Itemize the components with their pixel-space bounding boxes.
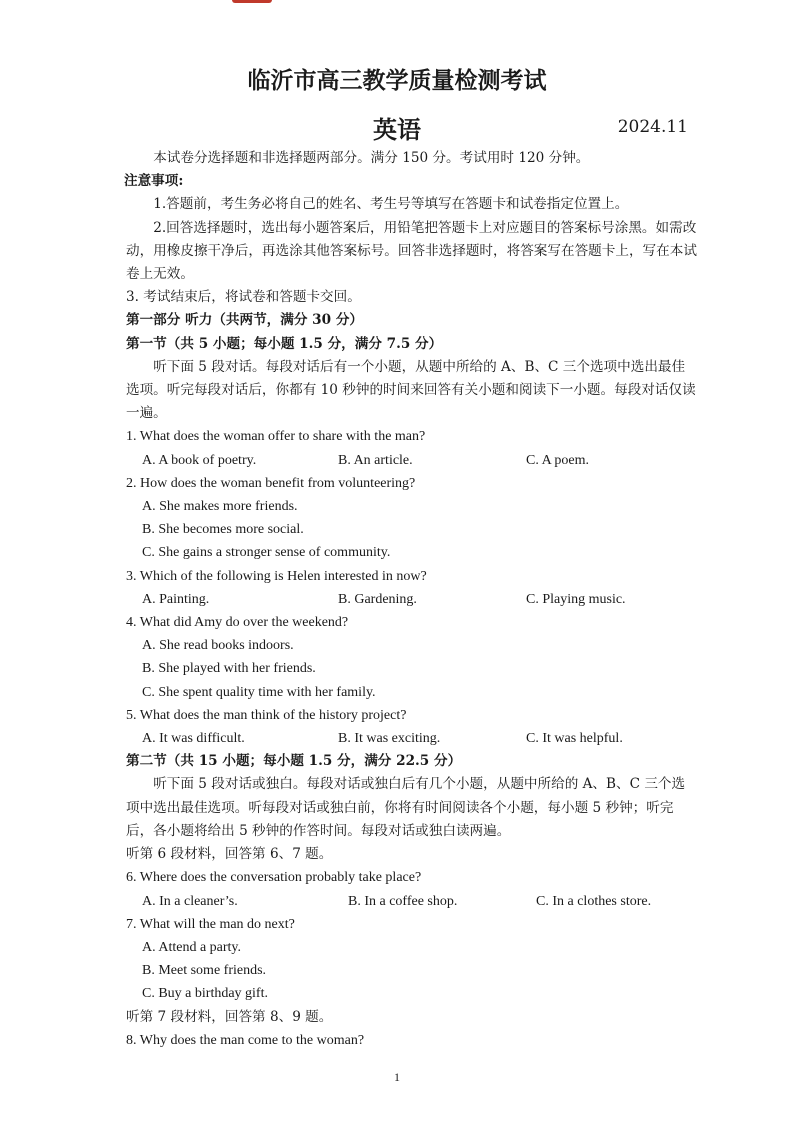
material-7-note: 听第 7 段材料，回答第 8、9 题。 [126, 1008, 333, 1025]
material-6-note: 听第 6 段材料，回答第 6、7 题。 [126, 846, 333, 863]
option-b: B. It was exciting. [338, 731, 441, 747]
option-b: B. An article. [338, 452, 413, 468]
option-a: A. Painting. [142, 591, 210, 607]
section1-instruction: 听下面 5 段对话。每段对话后有一个小题，从题中所给的 A、B、C 三个选项中选出最佳选项。听完每段对话后，你都有 10 秒钟的时间来回答有关小题和阅读下一小题。每段对话仅读一遍。 [126, 358, 696, 422]
exam-title: 临沂市高三教学质量检测考试 [247, 67, 547, 94]
question-3: 3. Which of the following is Helen interested in now? [126, 568, 427, 584]
question-2: 2. How does the woman benefit from volunteering? [126, 475, 416, 491]
page-number: 1 [394, 1070, 400, 1084]
question-1: 1. What does the woman offer to share with the man? [126, 429, 426, 445]
option-b: B. She becomes more social. [142, 522, 304, 538]
exam-date: 2024.11 [617, 117, 688, 137]
subject-title: 英语 [373, 115, 421, 144]
option-c: C. Playing music. [526, 591, 626, 607]
option-a: A. In a cleaner’s. [142, 893, 238, 909]
option-b: B. She played with her friends. [142, 661, 316, 677]
notice-item-2: 2.回答选择题时，选出每小题答案后，用铅笔把答题卡上对应题目的答案标号涂黑。如需改动，用橡皮擦干净后，再选涂其他答案标号。回答非选择题时，将答案写在答题卡上，写在本试卷上无效。 [126, 219, 697, 283]
option-a: A. Attend a party. [142, 939, 242, 955]
option-c: C. A poem. [526, 452, 590, 468]
option-a: A. It was difficult. [142, 731, 245, 747]
intro-text: 本试卷分选择题和非选择题两部分。满分 150 分。考试用时 120 分钟。 [153, 150, 590, 166]
exam-body [126, 147, 698, 1052]
option-b: B. Gardening. [338, 591, 417, 607]
option-c: C. In a clothes store. [536, 893, 652, 909]
question-5: 5. What does the man think of the history project? [126, 707, 407, 723]
question-1-options [142, 449, 698, 472]
question-8: 8. Why does the man come to the woman? [126, 1032, 365, 1048]
option-c: C. She gains a stronger sense of community. [142, 545, 391, 561]
option-c: C. It was helpful. [526, 731, 623, 747]
notice-heading: 注意事项: [124, 173, 184, 190]
part1-heading: 第一部分 听力（共两节，满分 30 分） [126, 312, 364, 329]
section1-heading: 第一节（共 5 小题；每小题 1.5 分，满分 7.5 分） [126, 335, 443, 352]
section2-instruction: 听下面 5 段对话或独白。每段对话或独白后有几个小题，从题中所给的 A、B、C 三个选项中选出最佳选项。听每段对话或独白前，你将有时间阅读各个小题，每小题 5 秒钟；听完后，各小题将给出 5 秒钟的作答时间。每段对话或独白读两遍。 [126, 776, 686, 839]
option-b: B. In a coffee shop. [348, 893, 458, 909]
option-a: A. She read books indoors. [142, 638, 294, 654]
notice-item-1: 1.答题前，考生务必将自己的姓名、考生号等填写在答题卡和试卷指定位置上。 [153, 196, 629, 213]
option-a: A. She makes more friends. [142, 499, 298, 515]
notice-item-3: 3. 考试结束后，将试卷和答题卡交回。 [126, 289, 361, 306]
option-c: C. She spent quality time with her family. [142, 684, 376, 700]
question-7: 7. What will the man do next? [126, 916, 295, 932]
option-b: B. Meet some friends. [142, 963, 267, 979]
scan-red-mark [232, 0, 272, 3]
question-3-options [142, 588, 698, 611]
option-a: A. A book of poetry. [142, 452, 257, 468]
option-c: C. Buy a birthday gift. [142, 986, 268, 1002]
question-5-options [142, 727, 698, 750]
question-6: 6. Where does the conversation probably take place? [126, 870, 422, 886]
section2-heading: 第二节（共 15 小题；每小题 1.5 分，满分 22.5 分） [126, 753, 462, 770]
question-6-options [142, 890, 698, 913]
question-4: 4. What did Amy do over the weekend? [126, 615, 349, 631]
